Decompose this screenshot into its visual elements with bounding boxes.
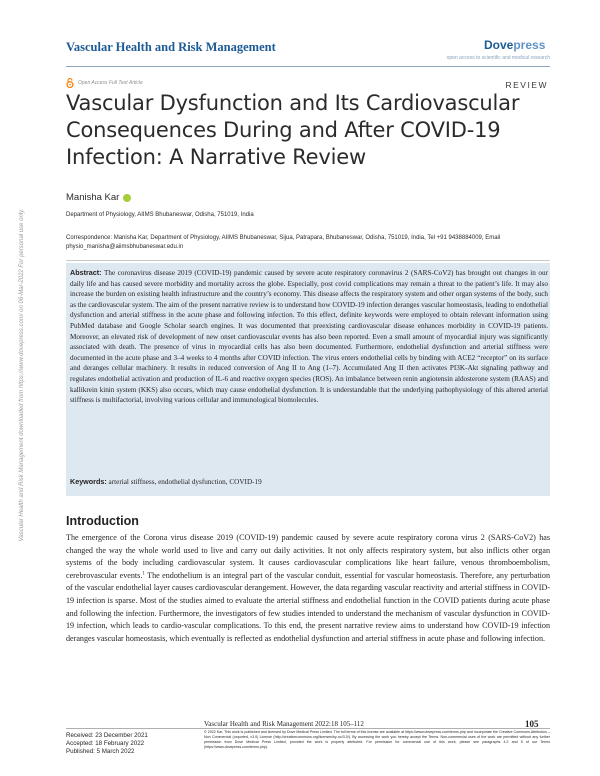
- abstract-text: The coronavirus disease 2019 (COVID-19) pandemic caused by severe acute respiratory coronavirus 2 (SARS-CoV2) has brought out changes in our daily life and has caused severe morbidity and mortality across the globe. Especially, post covid complications may remain a threat to the patient’s life. It may also increase the burden on existing health infrastructure and the country’s economy. This disease affects the respiratory system and other organ systems of the body, such as the cardiovascular system. The aim of the present narrative review is to understand how COVID-19 infection deranges vascular homeostasis, leading to endothelial dysfunction and arterial stiffness in the acute phase and following infection. To this effect, definite keywords were employed to obtain relevant information using PubMed database and Google Scholar search engines. It was documented that preexisting cardiovascular disease enhances morbidity in COVID-19 patients. Moreover, an elevated risk of development of new onset cardiovascular events has also been reported. Even a small amount of myocardial injury was significantly associated with death. The presence of virus in myocardial cells has also been documented. Furthermore, endothelial dysfunction and arterial stiffness were documented in the acute phase and 3–4 weeks to 4 months after COVID infection. The virus enters endothelial cells by binding with ACE2 “receptor” on its surface and deranges cellular machinery. It results in reduced conversion of Ang II to Ang (1–7). Accumulated Ang II then activates PI3K-Akt signaling pathway and regulates endothelial activation and production of IL-6 and reactive oxygen species (ROS). An imbalance between renin angiotensin aldosterone system (RAAS) and kallikrein kinin system (KKS) also occurs, which may cause endothelial dysfunction. It is understandable that the underlying pathophysiology of this altered arterial stiffness is multifactorial, involving various cellular and immunological biomolecules.: [70, 269, 548, 405]
- introduction-text-part1: The emergence of the Corona virus disease 2019 (COVID-19) pandemic caused by severe acute respiratory corona virus 2 (SARS-CoV2) has changed the way the whole world used to live and carry out daily activities. It not only affects respiratory system, but also inflicts other organ systems of the body including cardiovascular system. It causes cardiovascular complications like heart failure, venous thromboembolism, cerebrovascular events.: [66, 533, 550, 580]
- accepted-date: Accepted: 18 February 2022: [66, 739, 145, 747]
- abstract-divider: [66, 260, 550, 261]
- introduction-text-part2: The endothelium is an integral part of the vascular conduit, essential for vascular homeostasis. Therefore, any perturbation of the vascular endothelial layer causes cardiovascular derangement. However, the data regarding vascular reactivity and arterial stiffness in COVID-19 infection is sparse. Most of the studies aimed to evaluate the arterial stiffness and endothelial function in the COVID patients during acute phase and following the infection. Furthermore, the investigators of few studies intended to understand the mechanism of vascular dysfunction in COVID-19 infection, which leads to cardio-vascular complications. To this end, the present narrative review aims to understand how COVID-19 infection deranges vascular homeostasis, which eventually is reflected as endothelial dysfunction and arterial stiffness in acute phase and following infection.: [66, 570, 551, 643]
- license-notice: © 2022 Kar. This work is published and licensed by Dove Medical Press Limited. The full terms of this license are available at https://www.dovepress.com/terms.php and incorporate the Creative Commons Attribution – Non Commercial (unported, v3.0) License (http://creativecommons.org/licenses/by-nc/3.0/). By accessing the work you hereby accept the Terms. Non-commercial uses of the work are permitted without any further permission from Dove Medical Press Limited, provided the work is properly attributed. For permission for commercial use of this work, please see paragraphs 4.2 and 5 of our Terms (https://www.dovepress.com/terms.php).: [204, 730, 550, 749]
- header-divider: [66, 66, 550, 67]
- open-access-badge: [66, 78, 143, 88]
- open-access-icon: [66, 78, 74, 88]
- download-notice: Vascular Health and Risk Management downloaded from https://www.dovepress.com/ on 06-Mar-2022 For personal use only.: [19, 208, 25, 542]
- publisher-brand: Dove: [484, 38, 514, 52]
- article-type: REVIEW: [505, 80, 548, 90]
- page-number: 105: [525, 719, 539, 729]
- author-name: Manisha Kar: [66, 192, 120, 203]
- download-notice-sidebar: [2, 165, 42, 585]
- published-date: Published: 5 March 2022: [66, 747, 135, 755]
- footer-journal-citation: Vascular Health and Risk Management 2022:18 105–112: [204, 720, 364, 728]
- open-access-label: Open Access Full Text Article: [78, 80, 143, 86]
- abstract-label: Abstract:: [70, 268, 102, 277]
- orcid-icon[interactable]: [123, 194, 131, 202]
- affiliation: Department of Physiology, AIIMS Bhubaneswar, Odisha, 751019, India: [66, 212, 254, 218]
- keywords-label: Keywords:: [70, 477, 107, 486]
- publisher-tagline: open access to scientific and medical research: [446, 55, 550, 61]
- keywords-text: arterial stiffness, endothelial dysfunction, COVID-19: [108, 478, 262, 486]
- publication-dates: [66, 732, 148, 755]
- section-heading-introduction: Introduction: [66, 514, 139, 528]
- abstract: [70, 268, 548, 406]
- introduction-paragraph: [66, 532, 550, 645]
- citation-link[interactable]: 1: [142, 571, 145, 577]
- author-line: [66, 192, 131, 203]
- keywords: [70, 477, 548, 486]
- publisher-logo: [484, 38, 545, 52]
- correspondence: Correspondence: Manisha Kar, Department of Physiology, AIIMS Bhubaneswar, Sijua, Patrapara, Bhubaneswar, Odisha, 751019, India, Tel +91 9438884009, Email physio_manisha@aiimsbhubaneswar.edu.in: [66, 235, 501, 250]
- received-date: Received: 23 December 2021: [66, 732, 148, 739]
- article-title: Vascular Dysfunction and Its Cardiovascular Consequences During and After COVID-19 Infection: A Narrative Review: [66, 91, 520, 169]
- footer-divider: [66, 728, 550, 729]
- journal-name: Vascular Health and Risk Management: [66, 40, 276, 54]
- publisher-brand-suffix: press: [513, 38, 546, 52]
